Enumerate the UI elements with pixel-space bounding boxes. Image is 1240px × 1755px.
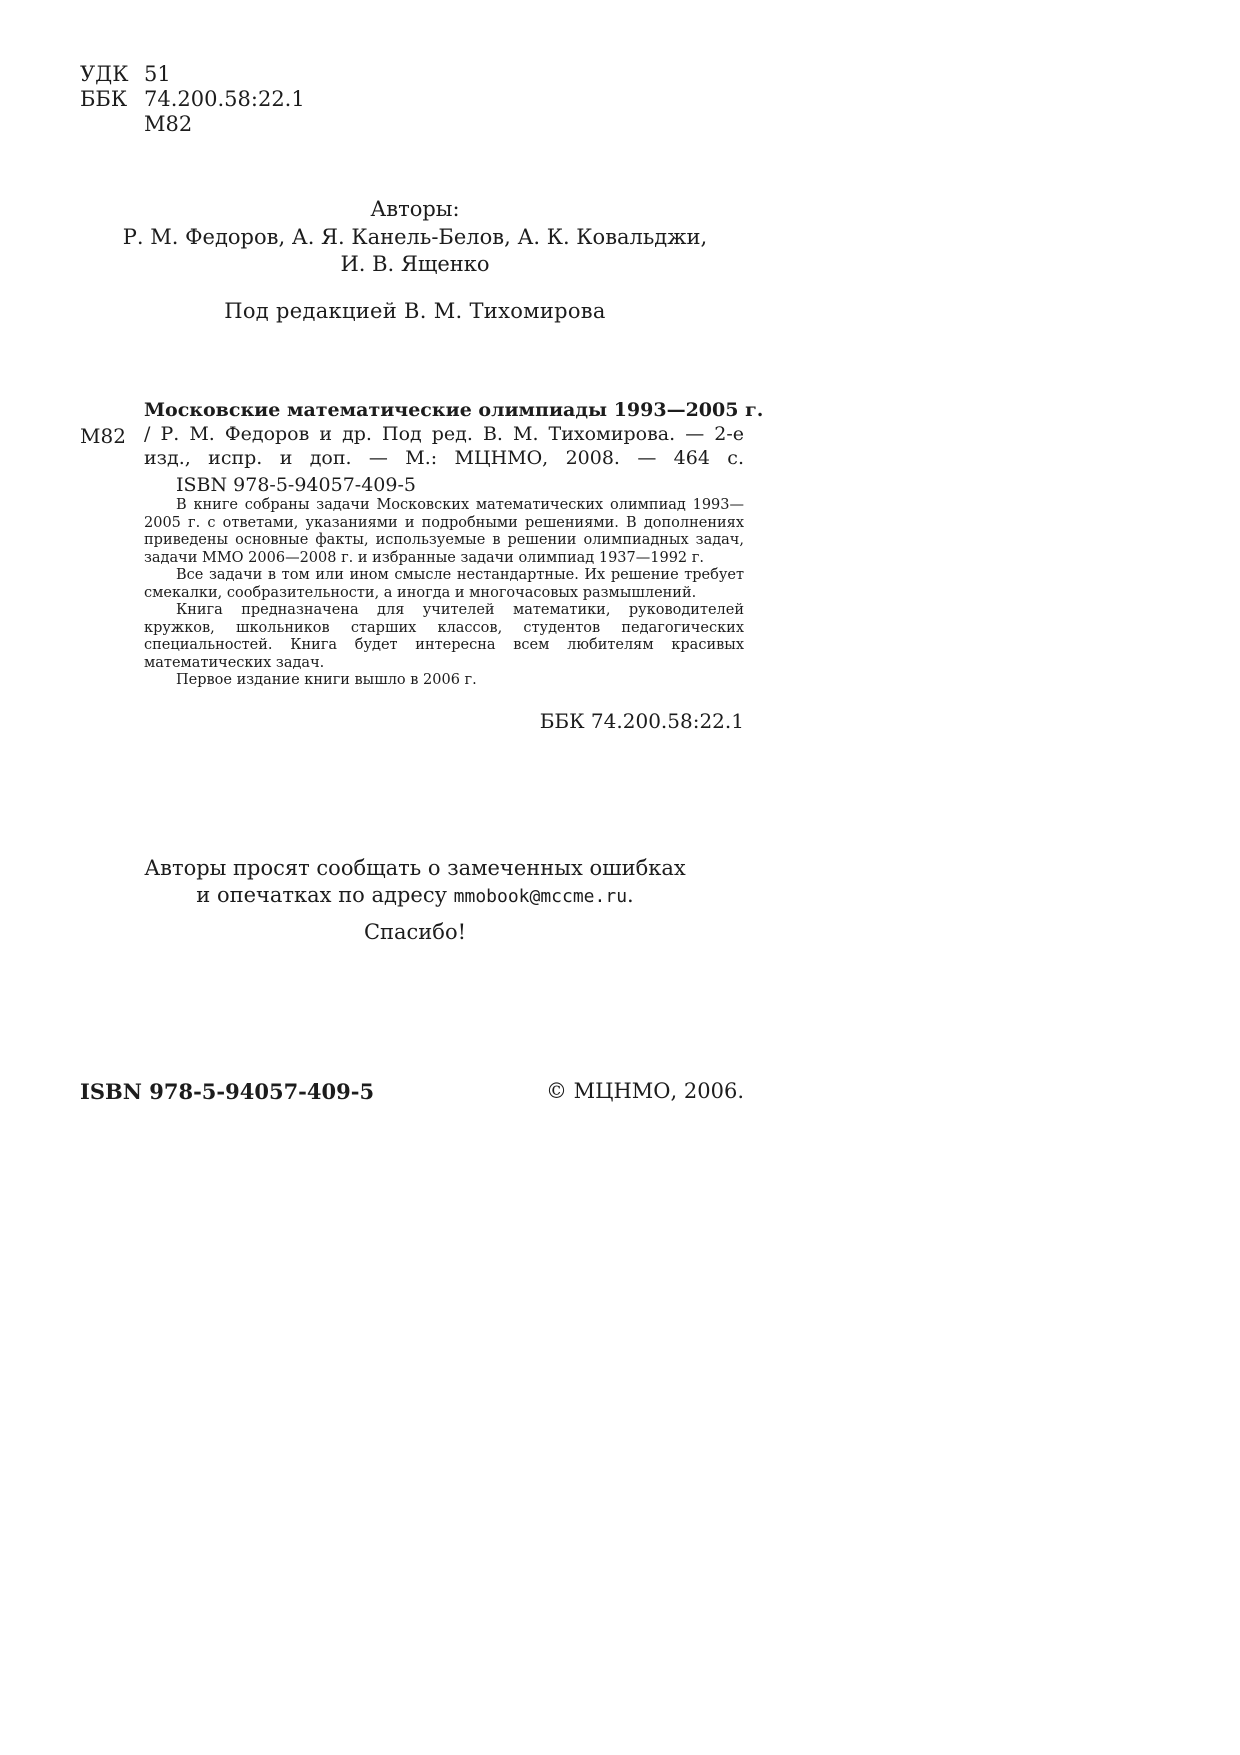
thanks-text: Спасибо! [363, 920, 467, 944]
annotation-paragraph: Все задачи в том или ином смысле нестандартные. Их решение требует смекалки, сообразительности, а иногда и многочасовых размышлений. [144, 567, 744, 601]
record-isbn: ISBN 978-5-94057-409-5 [176, 474, 416, 496]
notice-line-2-text: и опечатках по адресу [196, 883, 447, 907]
record-author-mark: М82 [80, 424, 126, 448]
udk-label: УДК [80, 62, 129, 86]
author-mark: М82 [144, 112, 193, 136]
contact-email[interactable]: mmobook@mccme.ru [453, 886, 628, 907]
book-title: Московские математические олимпиады 1993—2005 г. [144, 399, 764, 421]
bbk-label: ББК [80, 87, 128, 111]
annotation-paragraph: Первое издание книги вышло в 2006 г. [176, 672, 477, 688]
footer-isbn: ISBN 978-5-94057-409-5 [80, 1079, 375, 1104]
errata-notice [90, 855, 740, 910]
book-description: / Р. М. Федоров и др. Под ред. В. М. Тихомирова. — 2-е изд., испр. и доп. — М.: МЦНМО, 2008. — 464 с. [144, 423, 744, 469]
authors-block [90, 194, 740, 278]
footer-copyright: © МЦНМО, 2006. [546, 1079, 744, 1103]
editor-line: Под редакцией В. М. Тихомирова [224, 299, 606, 323]
classification-block [80, 62, 305, 137]
record-bbk: ББК 74.200.58:22.1 [539, 709, 744, 733]
annotation [144, 497, 744, 690]
authors-label: Авторы: [370, 197, 460, 221]
notice-line-2-end: . [627, 883, 634, 907]
annotation-paragraph: В книге собраны задачи Московских математических олимпиад 1993—2005 г. с ответами, указаниями и подробными решениями. В дополнениях приведены основные факты, используемые в решении олимпиадных задач, задачи ММО 2006—2008 г. и избранные задачи олимпиад 1937—1992 г. [144, 497, 744, 566]
notice-line-1: Авторы просят сообщать о замеченных ошибках [144, 856, 686, 880]
udk-value: 51 [144, 62, 171, 86]
bbk-value: 74.200.58:22.1 [144, 87, 305, 111]
authors-line-1: Р. М. Федоров, А. Я. Канель-Белов, А. К. Ковальджи, [122, 225, 708, 249]
notice-line-2 [90, 882, 740, 910]
authors-line-2: И. В. Ященко [340, 252, 490, 276]
bibliographic-record [144, 398, 764, 497]
annotation-paragraph: Книга предназначена для учителей математики, руководителей кружков, школьников старших классов, студентов педагогических специальностей. Книга будет интересна всем любителям красивых математических задач. [144, 602, 744, 671]
